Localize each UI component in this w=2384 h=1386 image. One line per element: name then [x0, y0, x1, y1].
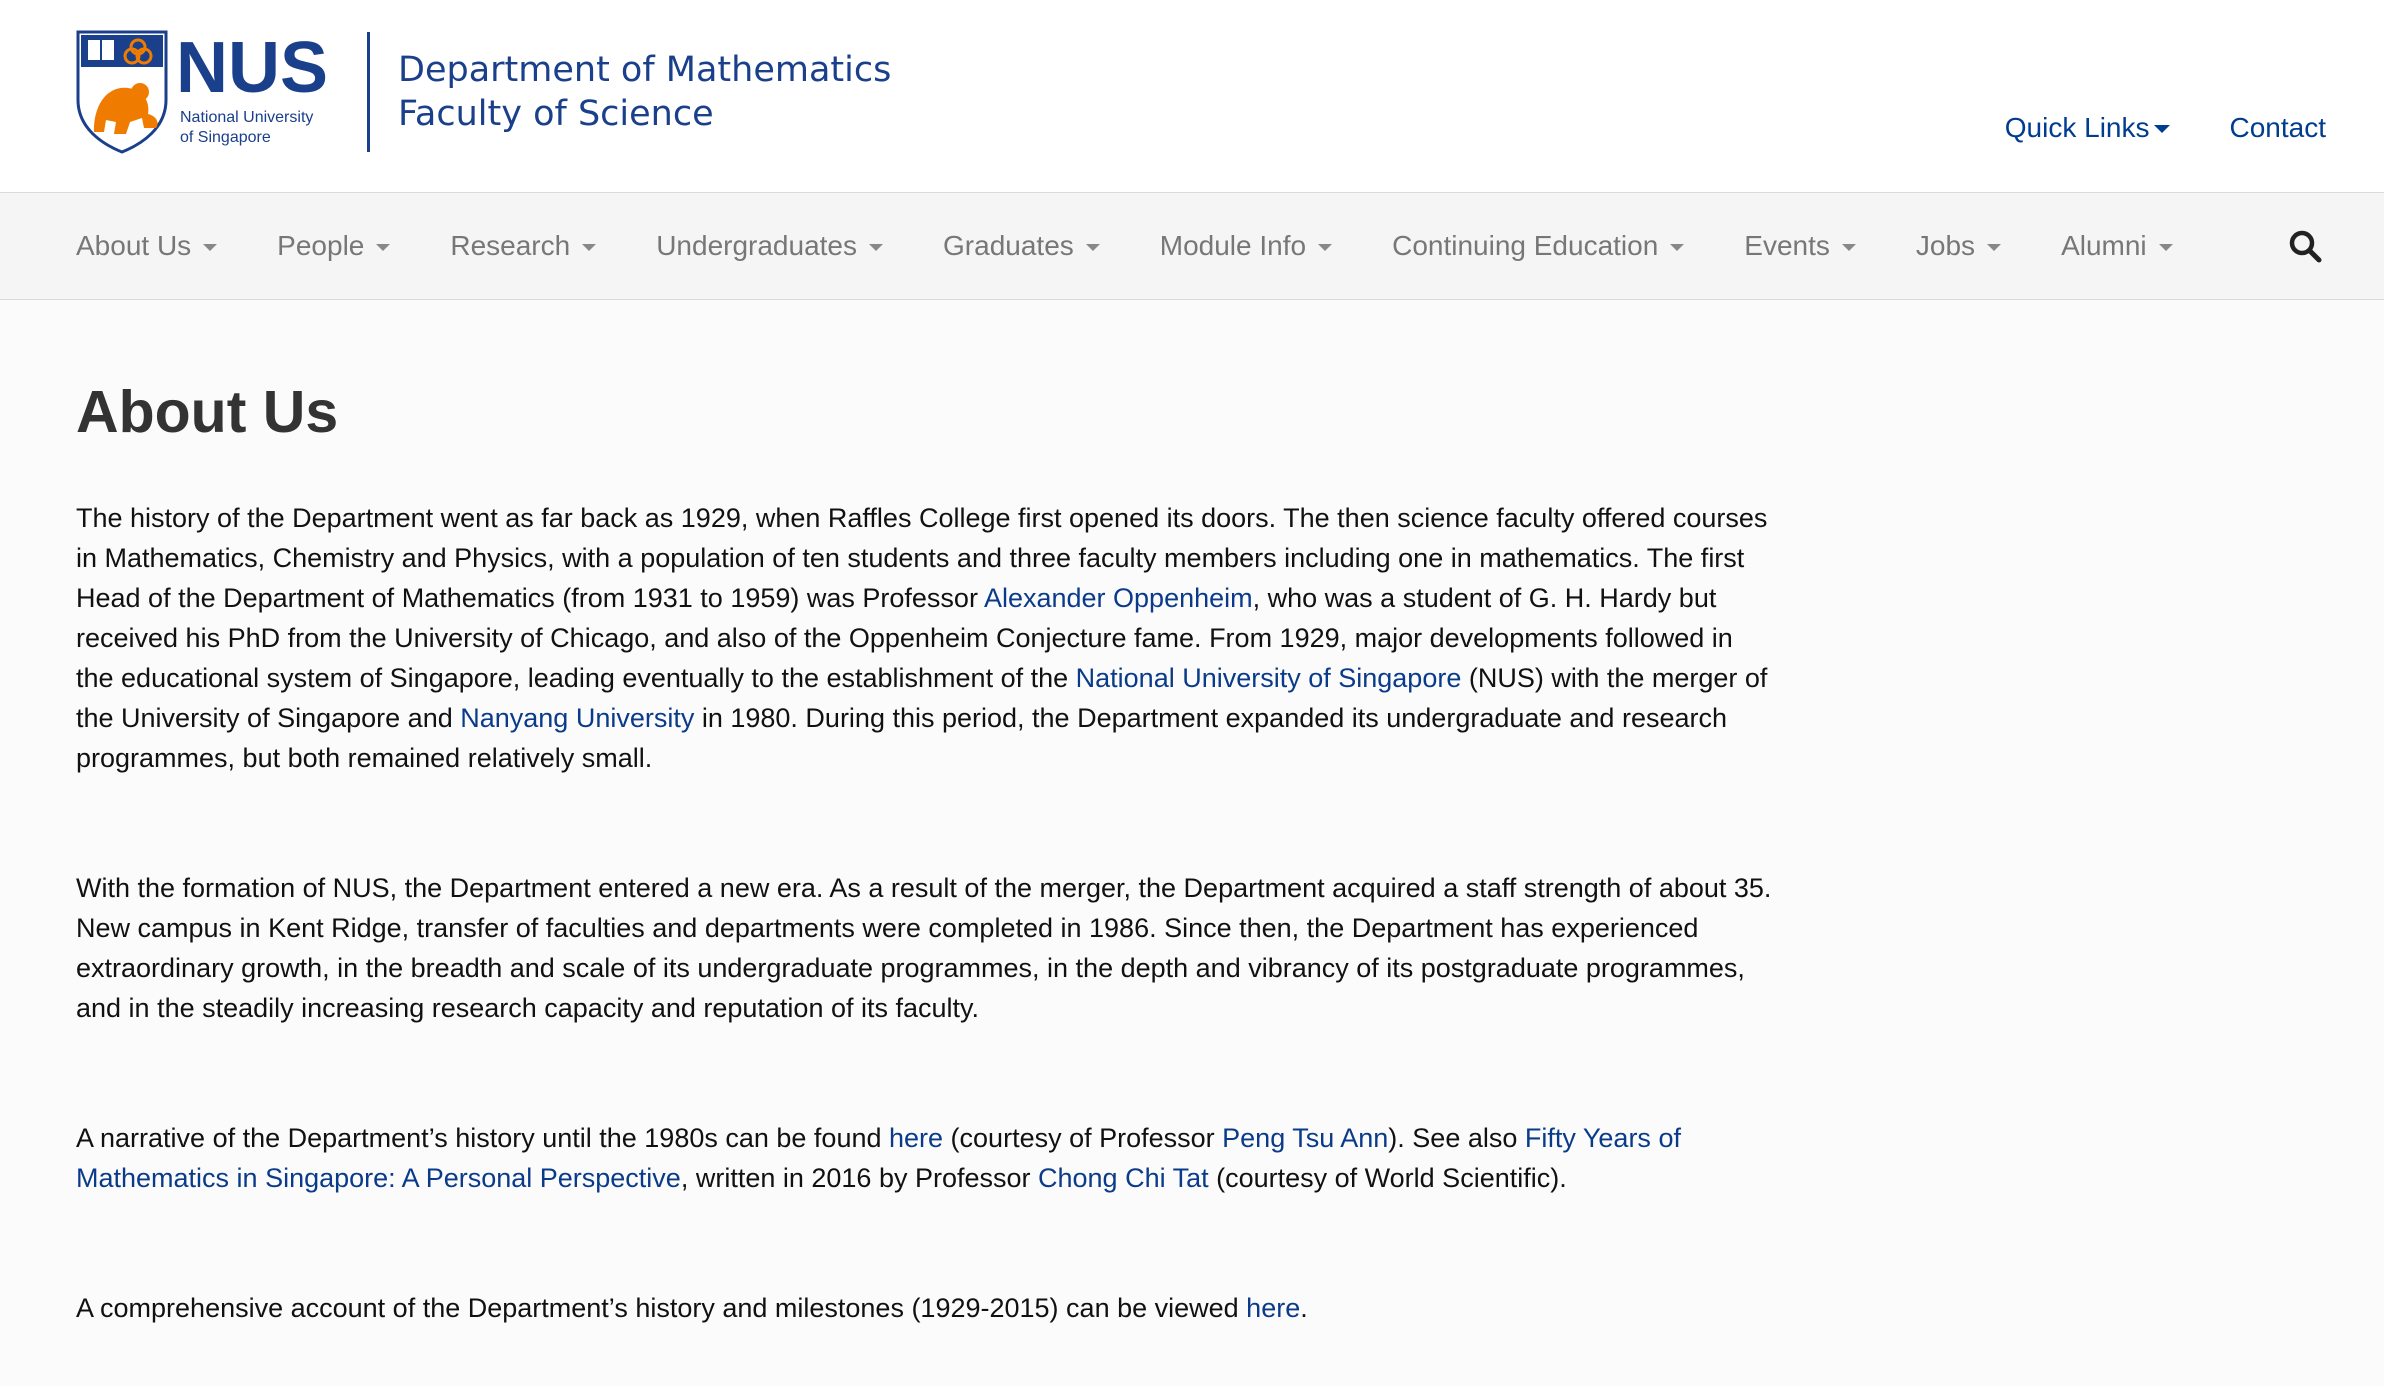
- logo-wordmark: NUS: [176, 30, 329, 108]
- logo-subtitle-1: National University: [180, 109, 314, 126]
- text: .: [1300, 1293, 1308, 1323]
- nav-item-label: Research: [450, 230, 571, 261]
- text: A comprehensive account of the Department’s history and milestones (1929-2015) can be viewed: [76, 1293, 1247, 1323]
- quick-links-label: Quick Links: [2004, 112, 2150, 143]
- history-paragraph-3: [76, 1118, 1776, 1198]
- history-paragraph-1: [76, 498, 1776, 778]
- nav-item-label: Continuing Education: [1392, 230, 1659, 261]
- quick-links-menu[interactable]: [2005, 112, 2170, 144]
- nav-item-graduates[interactable]: [943, 230, 1100, 262]
- text: The history of the Department went as far back as 1929, when Raffles College first opened its doors. The then science faculty offered courses in Mathematics, Chemistry and Physics, with a population of ten students and three faculty members including one in mathematics. The first Head of the Department of Mathematics (from 1931 to 1959) was Professor: [76, 503, 1768, 613]
- nav-item-label: Module Info: [1159, 230, 1307, 261]
- text: , who was a student of G. H. Hardy but received his PhD from the University of Chicago, and also of the Oppenheim Conjecture fame. From 1929, major developments followed in the educational system of Singapore, leading eventually to the establishment of the: [76, 583, 1733, 693]
- contact-label: Contact: [2229, 112, 2326, 143]
- nav-item-label: Undergraduates: [656, 230, 858, 261]
- nav-item-undergraduates[interactable]: [656, 230, 883, 262]
- nav-item-events[interactable]: [1744, 230, 1856, 262]
- history-paragraph-2: With the formation of NUS, the Department entered a new era. As a result of the merger, the Department acquired a staff strength of about 35. New campus in Kent Ridge, transfer of faculties and departments were completed in 1986. Since then, the Department has experienced extraordinary growth, in the breadth and scale of its undergraduate programmes, in the depth and vibrancy of its postgraduate programmes, and in the steadily increasing research capacity and reputation of its faculty.: [76, 873, 1772, 1023]
- search-icon[interactable]: [2286, 227, 2324, 265]
- nav-item-label: Events: [1744, 230, 1830, 261]
- history-paragraph-4: [76, 1288, 1776, 1328]
- caret-down-icon: [2159, 244, 2173, 251]
- text: (courtesy of World Scientific).: [1208, 1163, 1567, 1193]
- caret-down-icon: [1086, 244, 1100, 251]
- nav-item-label: Jobs: [1915, 230, 1976, 261]
- nav-item-label: About Us: [76, 230, 192, 261]
- caret-down-icon: [1670, 244, 1684, 251]
- link-alexander-oppenheim[interactable]: Alexander Oppenheim: [983, 583, 1253, 613]
- caret-down-icon: [1987, 244, 2001, 251]
- caret-down-icon: [2154, 125, 2170, 133]
- contact-link[interactable]: [2230, 112, 2327, 144]
- faculty-name: Faculty of Science: [398, 94, 714, 134]
- page-title: About Us: [76, 379, 339, 445]
- nus-logo[interactable]: [76, 30, 346, 154]
- nav-item-research[interactable]: [450, 230, 596, 262]
- top-links: [2005, 112, 2326, 144]
- caret-down-icon: [376, 244, 390, 251]
- link-chong-chi-tat[interactable]: Chong Chi Tat: [1038, 1163, 1209, 1193]
- link-milestones-here[interactable]: here: [1246, 1293, 1301, 1323]
- nav-item-alumni[interactable]: [2061, 230, 2173, 262]
- logo-subtitle-2: of Singapore: [180, 129, 271, 146]
- text: , written in 2016 by Professor: [680, 1163, 1038, 1193]
- nav-item-jobs[interactable]: [1916, 230, 2001, 262]
- caret-down-icon: [1842, 244, 1856, 251]
- caret-down-icon: [1318, 244, 1332, 251]
- link-nanyang-university[interactable]: Nanyang University: [460, 703, 695, 733]
- nav-item-label: Alumni: [2061, 230, 2147, 261]
- department-name: Department of Mathematics: [398, 50, 892, 90]
- text: in 1980. During this period, the Department expanded its undergraduate and research programmes, but both remained relatively small.: [76, 703, 1728, 773]
- text: ). See also: [1388, 1123, 1525, 1153]
- department-title[interactable]: [398, 48, 891, 136]
- text: (courtesy of Professor: [943, 1123, 1223, 1153]
- logo-divider: [367, 32, 370, 152]
- caret-down-icon: [203, 244, 217, 251]
- site-header: [0, 0, 2384, 192]
- main-content: [76, 372, 1776, 1328]
- text: (NUS) with the merger of the University of Singapore and: [76, 663, 1768, 733]
- nav-item-label: People: [277, 230, 365, 261]
- nav-item-module-info[interactable]: [1160, 230, 1332, 262]
- nav-item-people[interactable]: [277, 230, 390, 262]
- caret-down-icon: [869, 244, 883, 251]
- nav-item-label: Graduates: [943, 230, 1074, 261]
- main-nav: [0, 192, 2384, 300]
- nav-item-continuing-education[interactable]: [1392, 230, 1684, 262]
- nav-item-about-us[interactable]: [76, 230, 217, 262]
- link-national-university-of-singapore[interactable]: National University of Singapore: [1075, 663, 1462, 693]
- text: A narrative of the Department’s history until the 1980s can be found: [76, 1123, 889, 1153]
- link-peng-tsu-ann[interactable]: Peng Tsu Ann: [1222, 1123, 1389, 1153]
- link-fifty-years-book[interactable]: Fifty Years of Mathematics in Singapore: A Personal Perspective: [76, 1123, 1681, 1193]
- caret-down-icon: [582, 244, 596, 251]
- link-narrative-here[interactable]: here: [889, 1123, 944, 1153]
